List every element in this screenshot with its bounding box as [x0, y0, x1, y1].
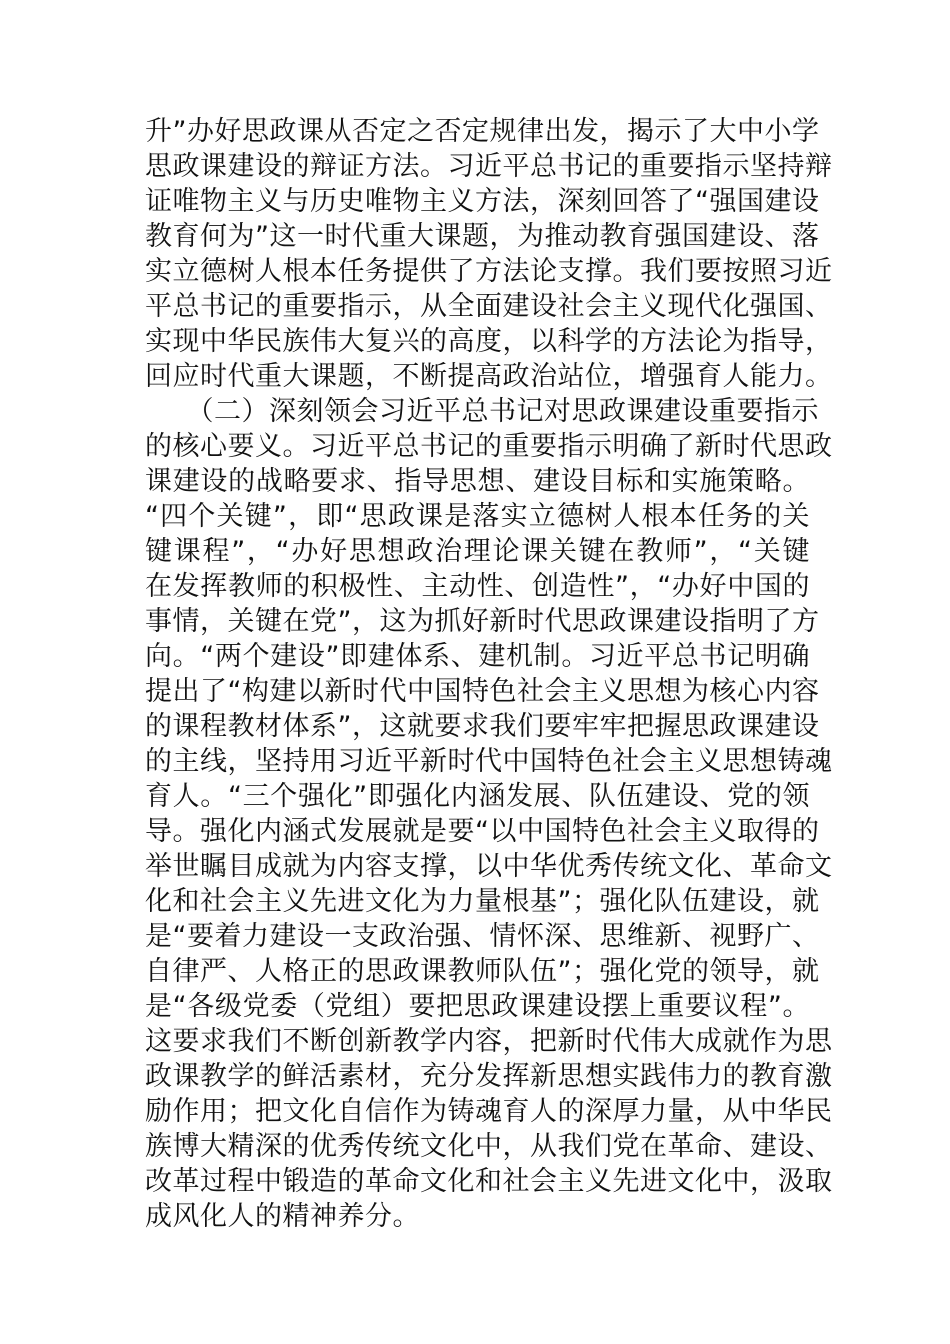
text-line: 族博大精深的优秀传统文化中，从我们党在革命、建设、 [145, 1131, 833, 1162]
text-line: 回应时代重大课题，不断提高政治站位，增强育人能力。 [145, 361, 833, 392]
text-line: 升”办好思政课从否定之否定规律出发，揭示了大中小学 [145, 116, 820, 147]
text-line: 的主线，坚持用习近平新时代中国特色社会主义思想铸魂 [145, 746, 833, 777]
text-line: 向。“两个建设”即建体系、建机制。习近平总书记明确 [145, 641, 810, 672]
text-line: 课建设的战略要求、指导思想、建设目标和实施策略。 [145, 466, 810, 497]
text-line: 举世瞩目成就为内容支撑，以中华优秀传统文化、革命文 [145, 851, 833, 882]
section-heading-line: （二）深刻领会习近平总书记对思政课建设重要指示 [145, 396, 819, 427]
text-line: 的课程教材体系”，这就要求我们要牢牢把握思政课建设 [145, 711, 820, 742]
text-line: “四个关键”，即“思政课是落实立德树人根本任务的关 [145, 501, 810, 532]
text-line: 是“各级党委（党组）要把思政课建设摆上重要议程”。 [145, 991, 810, 1022]
text-line: 化和社会主义先进文化为力量根基”；强化队伍建设，就 [145, 886, 820, 917]
text-line: 改革过程中锻造的革命文化和社会主义先进文化中，汲取 [145, 1166, 833, 1197]
text-line: 自律严、人格正的思政课教师队伍”；强化党的领导，就 [145, 956, 820, 987]
body-text [145, 114, 833, 1234]
text-line: 励作用；把文化自信作为铸魂育人的深厚力量，从中华民 [145, 1096, 833, 1127]
text-line: 在发挥教师的积极性、主动性、创造性”，“办好中国的 [145, 571, 810, 602]
text-line: 政课教学的鲜活素材，充分发挥新思想实践伟力的教育激 [145, 1061, 833, 1092]
text-line: 实立德树人根本任务提供了方法论支撑。我们要按照习近 [145, 256, 833, 287]
text-line: 导。强化内涵式发展就是要“以中国特色社会主义取得的 [145, 816, 820, 847]
text-line: 提出了“构建以新时代中国特色社会主义思想为核心内容 [145, 676, 820, 707]
text-line: 事情，关键在党”，这为抓好新时代思政课建设指明了方 [145, 606, 820, 637]
text-line: 这要求我们不断创新教学内容，把新时代伟大成就作为思 [145, 1026, 833, 1057]
text-line: 育人。“三个强化”即强化内涵发展、队伍建设、党的领 [145, 781, 810, 812]
text-line: 键课程”，“办好思想政治理论课关键在教师”，“关键 [145, 536, 810, 567]
text-line: 证唯物主义与历史唯物主义方法，深刻回答了“强国建设 [145, 186, 820, 217]
text-line: 平总书记的重要指示，从全面建设社会主义现代化强国、 [145, 291, 833, 322]
text-line: 成风化人的精神养分。 [145, 1201, 420, 1232]
text-line: 思政课建设的辩证方法。习近平总书记的重要指示坚持辩 [145, 151, 833, 182]
text-line: 教育何为”这一时代重大课题，为推动教育强国建设、落 [145, 221, 820, 252]
text-line: 的核心要义。习近平总书记的重要指示明确了新时代思政 [145, 431, 833, 462]
text-line: 是“要着力建设一支政治强、情怀深、思维新、视野广、 [145, 921, 820, 952]
text-line: 实现中华民族伟大复兴的高度，以科学的方法论为指导， [145, 326, 833, 357]
